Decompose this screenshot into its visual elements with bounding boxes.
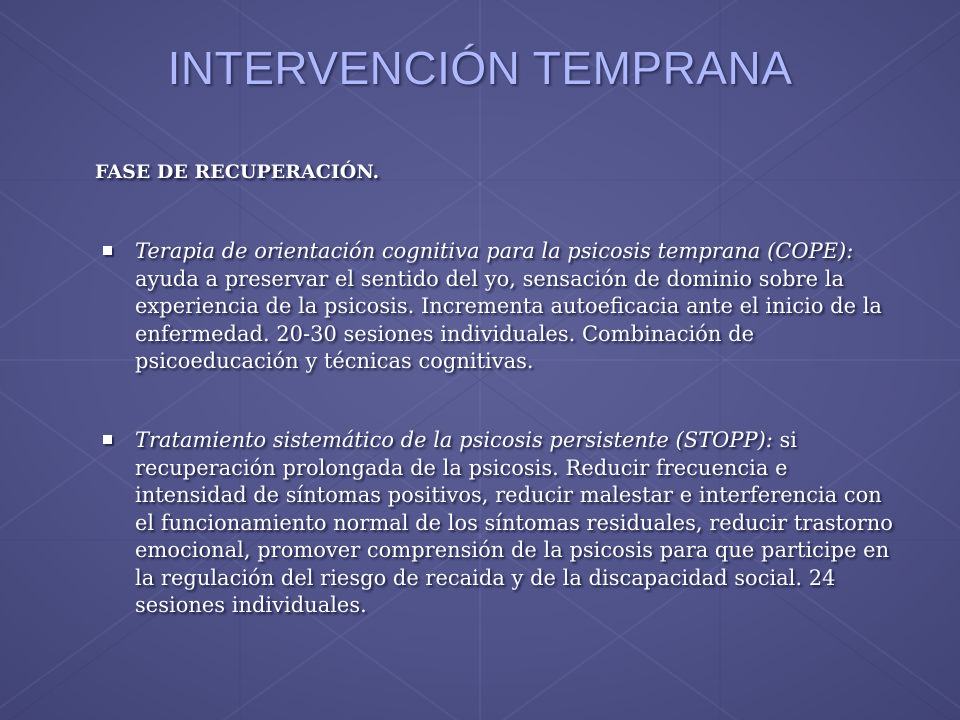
bullet-lead: Tratamiento sistemático de la psicosis persistente (STOPP): [135, 428, 773, 452]
bullet-text [135, 427, 903, 620]
section-heading: FASE DE RECUPERACIÓN. [95, 161, 380, 183]
square-bullet-icon [103, 246, 112, 255]
bullet-text [135, 238, 903, 376]
bullet-body: ayuda a preservar el sentido del yo, sensación de dominio sobre la experiencia de la psicosis. Incrementa autoeficacia ante el inicio de la enfermedad. 20-30 sesiones individuales. Combinación de psicoeducación y técnicas cognitivas. [135, 266, 882, 373]
bullet-lead: Terapia de orientación cognitiva para la psicosis temprana (COPE): [135, 239, 854, 263]
bullet-body: si recuperación prolongada de la psicosis. Reducir frecuencia e intensidad de síntomas positivos, reducir malestar e interferencia con el funcionamiento normal de los síntomas residuales, reducir trastorno emocional, promover comprensión de la psicosis para que participe en la regulación del riesgo de recaida y de la discapacidad social. 24 sesiones individuales. [135, 428, 893, 617]
slide-title: INTERVENCIÓN TEMPRANA [167, 42, 793, 94]
square-bullet-icon [103, 435, 112, 444]
bullet-item-stopp [103, 427, 903, 620]
bullet-item-cope [103, 238, 903, 376]
